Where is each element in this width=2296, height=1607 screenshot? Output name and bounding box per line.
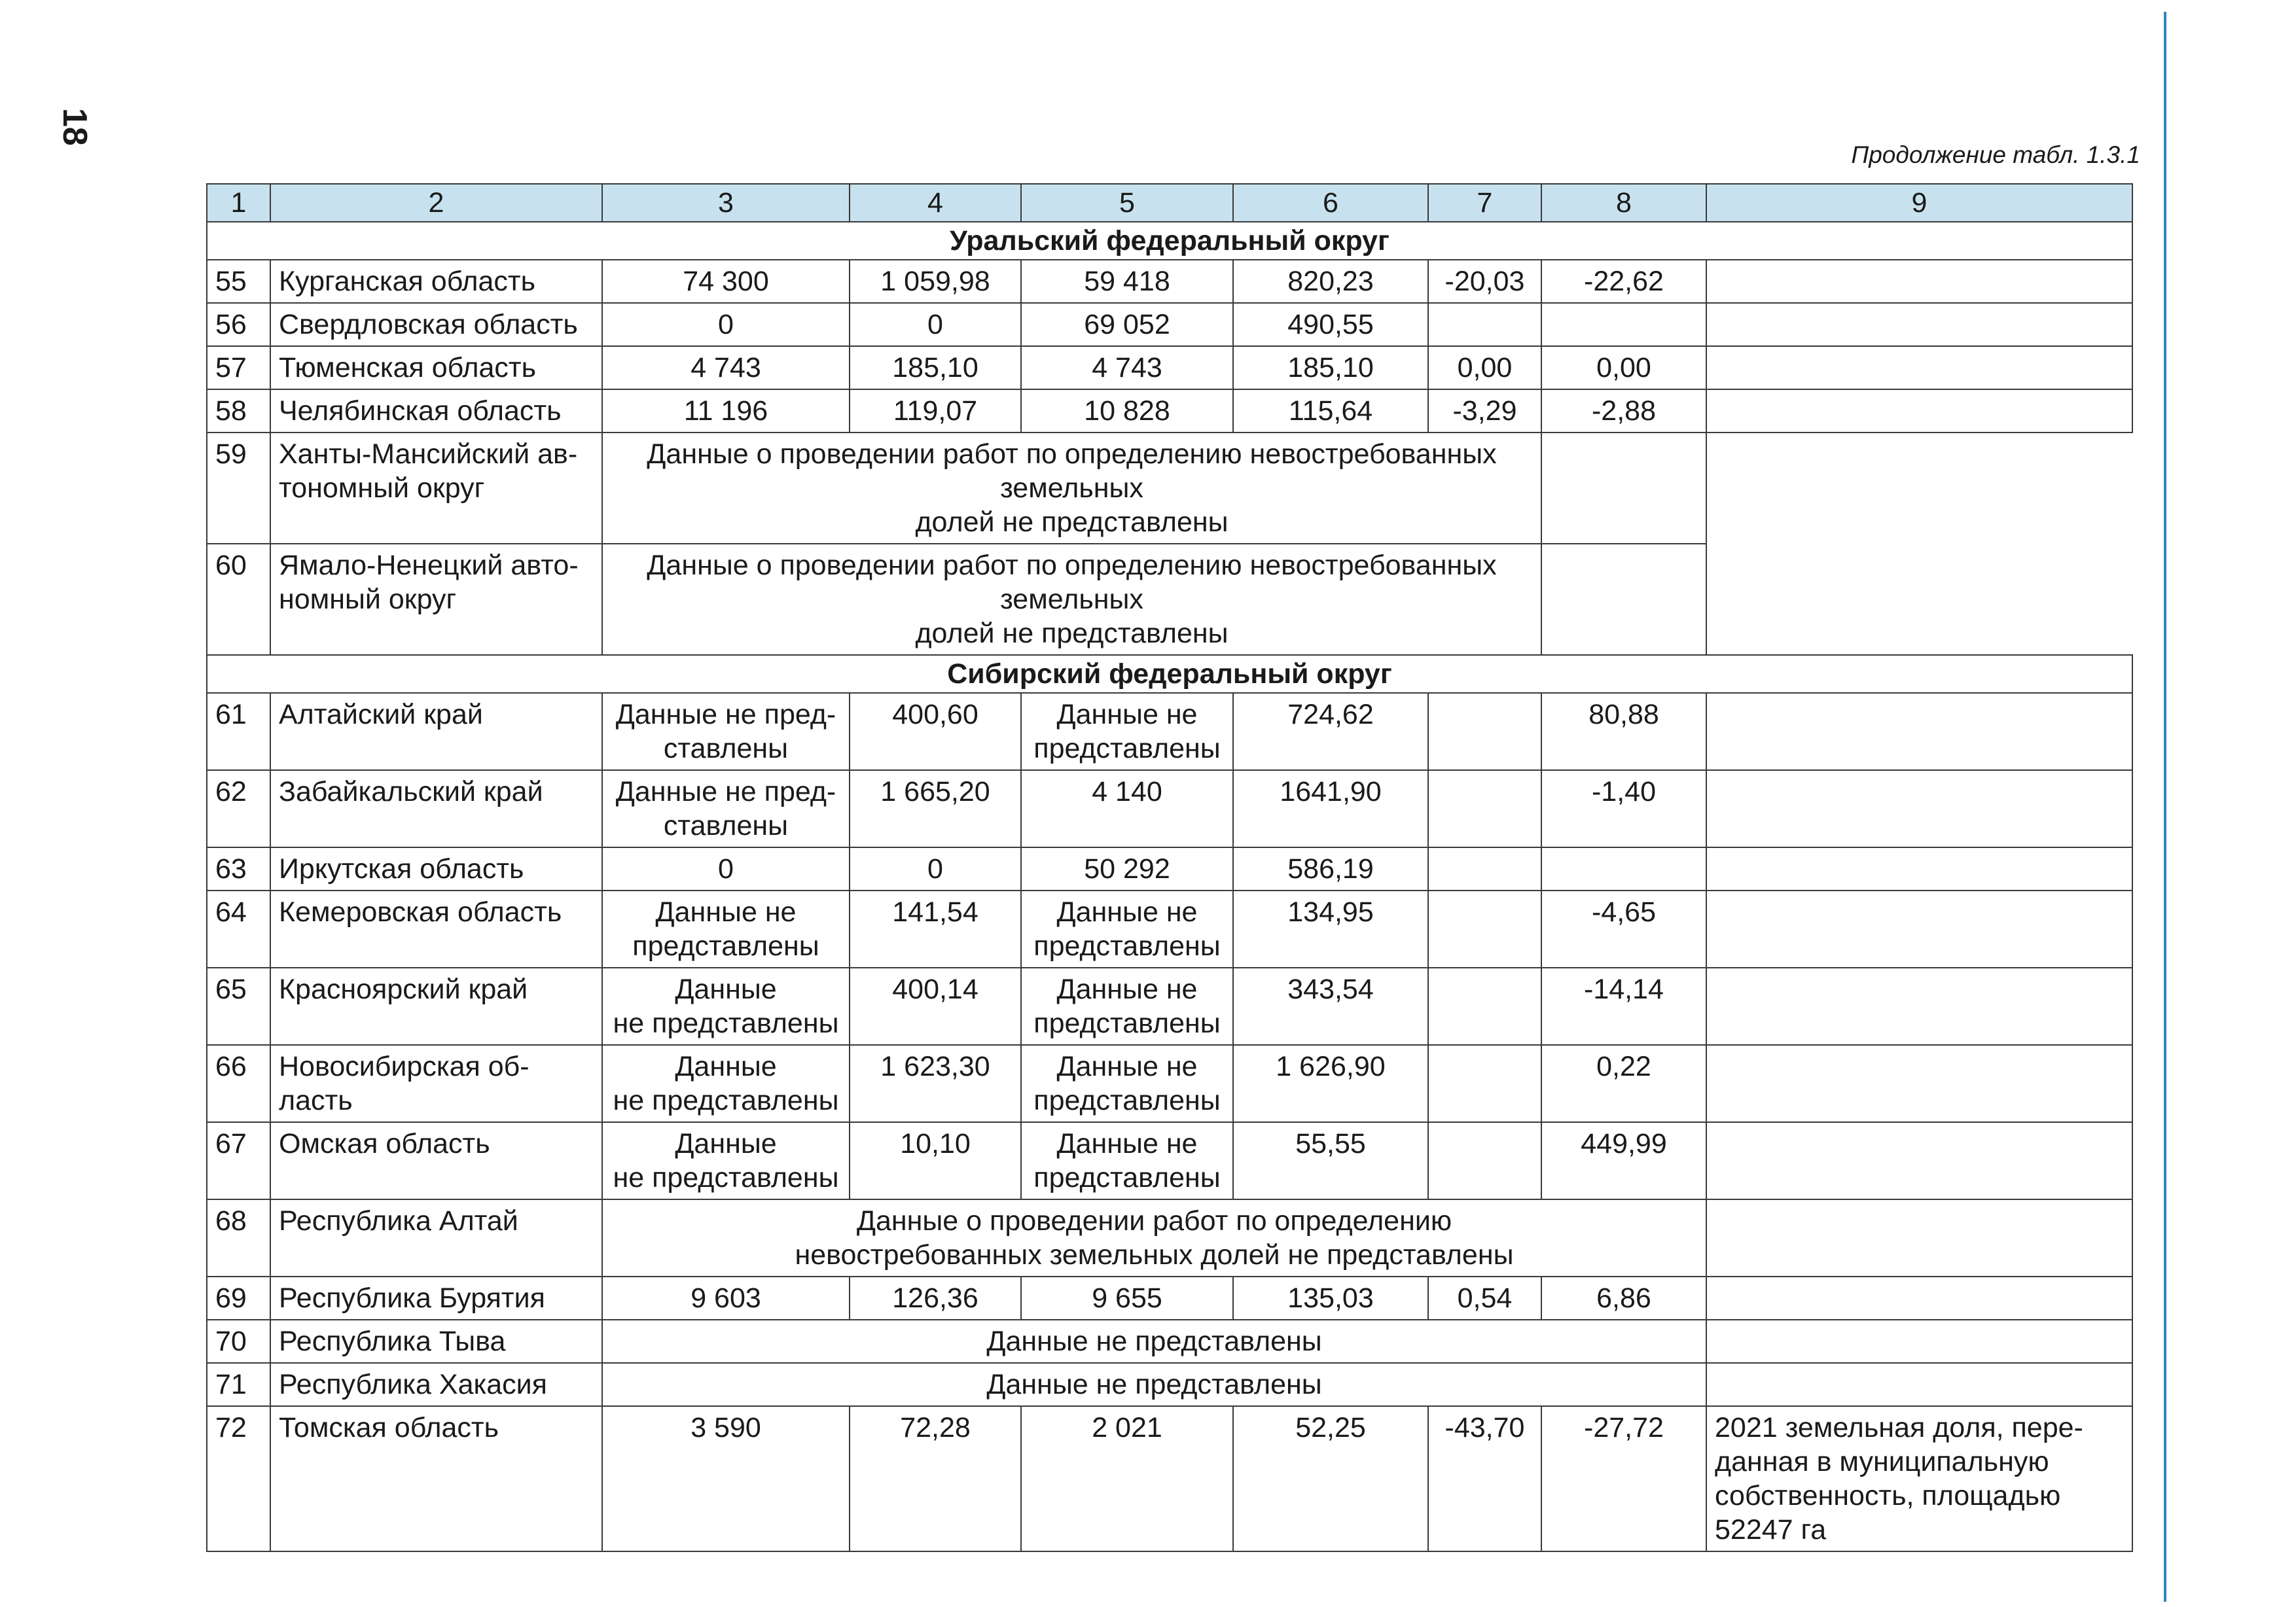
cell-col9 <box>1706 1122 2132 1199</box>
region-name: Красноярский край <box>270 968 602 1045</box>
cell-line: не представлены <box>613 1085 839 1116</box>
cell-col8: -4,65 <box>1541 891 1706 968</box>
cell-col6: 820,23 <box>1233 260 1428 303</box>
table-row <box>207 433 2132 544</box>
cell-line: представлены <box>1033 1162 1221 1193</box>
cell-col5: 4 743 <box>1021 346 1233 389</box>
region-name-line: тономный округ <box>279 472 485 504</box>
cell-col8 <box>1541 303 1706 346</box>
region-name <box>270 544 602 655</box>
cell-col3: 74 300 <box>602 260 850 303</box>
cell-col6: 724,62 <box>1233 693 1428 770</box>
region-name: Алтайский край <box>270 693 602 770</box>
cell-col7 <box>1428 693 1541 770</box>
cell-col3: 9 603 <box>602 1277 850 1320</box>
cell-col7 <box>1428 1045 1541 1122</box>
note-line: 52247 га <box>1715 1514 1827 1545</box>
cell-line: Данные <box>675 1051 777 1082</box>
row-number: 64 <box>207 891 270 968</box>
row-number: 72 <box>207 1406 270 1551</box>
cell-col6: 490,55 <box>1233 303 1428 346</box>
cell-col9 <box>1706 1320 2132 1363</box>
region-name: Свердловская область <box>270 303 602 346</box>
cell-col3 <box>602 968 850 1045</box>
cell-col7 <box>1428 303 1541 346</box>
page-number: 18 <box>56 108 94 146</box>
merged-note-cell <box>602 544 1541 655</box>
region-name: Тюменская область <box>270 346 602 389</box>
section-header-ural <box>207 222 2132 260</box>
cell-line: Данные не пред- <box>615 776 836 807</box>
table-row <box>207 847 2132 891</box>
merged-note-cell: Данные не представлены <box>602 1363 1706 1406</box>
region-name-line: Ямало-Ненецкий авто- <box>279 550 579 581</box>
column-number: 5 <box>1021 184 1233 222</box>
cell-col9 <box>1706 1363 2132 1406</box>
row-number: 58 <box>207 389 270 433</box>
table-row <box>207 770 2132 847</box>
region-name <box>270 1045 602 1122</box>
region-name: Челябинская область <box>270 389 602 433</box>
cell-col8: -2,88 <box>1541 389 1706 433</box>
cell-col6: 1641,90 <box>1233 770 1428 847</box>
cell-col5 <box>1021 1045 1233 1122</box>
table-row <box>207 1122 2132 1199</box>
cell-col3 <box>602 1122 850 1199</box>
region-name-line: ласть <box>279 1085 353 1116</box>
cell-col3: 11 196 <box>602 389 850 433</box>
cell-line: не представлены <box>613 1162 839 1193</box>
cell-col3 <box>602 693 850 770</box>
cell-line: Данные не <box>1056 896 1198 928</box>
cell-col7 <box>1428 968 1541 1045</box>
cell-col5: 50 292 <box>1021 847 1233 891</box>
row-number: 62 <box>207 770 270 847</box>
row-number: 68 <box>207 1199 270 1277</box>
merged-note-line: невостребованных земельных долей не представлены <box>795 1239 1514 1271</box>
cell-col6: 343,54 <box>1233 968 1428 1045</box>
merged-note-line: Данные о проведении работ по определению невостребованных земельных <box>647 438 1497 504</box>
cell-col7: 0,00 <box>1428 346 1541 389</box>
cell-col6: 185,10 <box>1233 346 1428 389</box>
cell-col4: 1 665,20 <box>850 770 1021 847</box>
merged-note-cell <box>602 433 1541 544</box>
table-row <box>207 693 2132 770</box>
cell-col6: 586,19 <box>1233 847 1428 891</box>
cell-line: Данные не <box>655 896 797 928</box>
cell-col8: -27,72 <box>1541 1406 1706 1551</box>
region-name: Республика Тыва <box>270 1320 602 1363</box>
cell-col7: 0,54 <box>1428 1277 1541 1320</box>
cell-col4: 400,60 <box>850 693 1021 770</box>
section-title: Сибирский федеральный округ <box>207 655 2132 693</box>
table-row <box>207 968 2132 1045</box>
region-name: Омская область <box>270 1122 602 1199</box>
note-line: данная в муниципальную <box>1715 1446 2049 1477</box>
cell-col5 <box>1021 693 1233 770</box>
region-name-line: Новосибирская об- <box>279 1051 529 1082</box>
cell-col8: -22,62 <box>1541 260 1706 303</box>
merged-note-cell <box>602 1199 1706 1277</box>
region-name: Иркутская область <box>270 847 602 891</box>
region-name: Томская область <box>270 1406 602 1551</box>
cell-col5: 4 140 <box>1021 770 1233 847</box>
land-shares-table <box>206 183 2133 1552</box>
region-name: Республика Хакасия <box>270 1363 602 1406</box>
cell-col9 <box>1541 544 1706 655</box>
cell-col3 <box>602 1045 850 1122</box>
cell-col9 <box>1706 346 2132 389</box>
column-number-row <box>207 184 2132 222</box>
table-row <box>207 1363 2132 1406</box>
cell-col9 <box>1706 389 2132 433</box>
cell-col9 <box>1706 1277 2132 1320</box>
cell-col9 <box>1706 1406 2132 1551</box>
cell-col9 <box>1706 847 2132 891</box>
row-number: 57 <box>207 346 270 389</box>
row-number: 55 <box>207 260 270 303</box>
cell-col3: 3 590 <box>602 1406 850 1551</box>
row-number: 66 <box>207 1045 270 1122</box>
cell-col9 <box>1706 1045 2132 1122</box>
cell-col8: 0,22 <box>1541 1045 1706 1122</box>
cell-col7 <box>1428 891 1541 968</box>
column-number: 7 <box>1428 184 1541 222</box>
table-row <box>207 891 2132 968</box>
row-number: 69 <box>207 1277 270 1320</box>
cell-col6: 135,03 <box>1233 1277 1428 1320</box>
cell-col5: 10 828 <box>1021 389 1233 433</box>
table-row <box>207 260 2132 303</box>
region-name: Республика Бурятия <box>270 1277 602 1320</box>
table-row <box>207 544 2132 655</box>
cell-col4: 1 059,98 <box>850 260 1021 303</box>
page-edge-rule <box>2164 12 2166 1602</box>
table-row <box>207 1320 2132 1363</box>
cell-col6: 52,25 <box>1233 1406 1428 1551</box>
cell-col6: 55,55 <box>1233 1122 1428 1199</box>
cell-col8: -14,14 <box>1541 968 1706 1045</box>
cell-line: представлены <box>632 930 819 962</box>
cell-line: Данные не <box>1056 1051 1198 1082</box>
cell-line: представлены <box>1033 1008 1221 1039</box>
cell-col8 <box>1541 847 1706 891</box>
merged-note-line: Данные о проведении работ по определению <box>856 1205 1452 1237</box>
cell-col9 <box>1706 693 2132 770</box>
cell-line: Данные не <box>1056 974 1198 1005</box>
row-number: 61 <box>207 693 270 770</box>
cell-line: представлены <box>1033 1085 1221 1116</box>
column-number: 3 <box>602 184 850 222</box>
region-name <box>270 433 602 544</box>
row-number: 59 <box>207 433 270 544</box>
cell-col8: 449,99 <box>1541 1122 1706 1199</box>
cell-col6: 115,64 <box>1233 389 1428 433</box>
cell-col9 <box>1706 770 2132 847</box>
merged-note-line: Данные о проведении работ по определению невостребованных земельных <box>647 550 1497 615</box>
cell-col8: 6,86 <box>1541 1277 1706 1320</box>
cell-col3 <box>602 770 850 847</box>
cell-col8: -1,40 <box>1541 770 1706 847</box>
merged-note-cell: Данные не представлены <box>602 1320 1706 1363</box>
cell-col5 <box>1021 968 1233 1045</box>
cell-col5: 69 052 <box>1021 303 1233 346</box>
table-row <box>207 1199 2132 1277</box>
cell-col5 <box>1021 891 1233 968</box>
row-number: 67 <box>207 1122 270 1199</box>
cell-col7 <box>1428 1122 1541 1199</box>
cell-col9 <box>1706 891 2132 968</box>
cell-line: не представлены <box>613 1008 839 1039</box>
row-number: 60 <box>207 544 270 655</box>
region-name-line: Ханты-Мансийский ав- <box>279 438 578 470</box>
cell-col4: 400,14 <box>850 968 1021 1045</box>
column-number: 8 <box>1541 184 1706 222</box>
merged-note-line: долей не представлены <box>915 618 1229 649</box>
cell-col3 <box>602 891 850 968</box>
cell-col6: 134,95 <box>1233 891 1428 968</box>
column-number: 2 <box>270 184 602 222</box>
cell-line: представлены <box>1033 733 1221 764</box>
cell-col4: 0 <box>850 303 1021 346</box>
cell-col4: 141,54 <box>850 891 1021 968</box>
cell-col9 <box>1706 968 2132 1045</box>
column-number: 9 <box>1706 184 2132 222</box>
cell-col7 <box>1428 847 1541 891</box>
cell-col9 <box>1706 303 2132 346</box>
region-name: Забайкальский край <box>270 770 602 847</box>
cell-line: Данные <box>675 1128 777 1159</box>
cell-col3: 0 <box>602 303 850 346</box>
column-number: 4 <box>850 184 1021 222</box>
cell-line: ставлены <box>663 810 789 841</box>
cell-line: Данные не <box>1056 699 1198 730</box>
table-row <box>207 303 2132 346</box>
cell-col4: 1 623,30 <box>850 1045 1021 1122</box>
cell-col8: 80,88 <box>1541 693 1706 770</box>
cell-line: Данные <box>675 974 777 1005</box>
region-name: Республика Алтай <box>270 1199 602 1277</box>
table-row <box>207 1045 2132 1122</box>
table-continuation-caption: Продолжение табл. 1.3.1 <box>1851 141 2140 168</box>
table-row <box>207 389 2132 433</box>
row-number: 65 <box>207 968 270 1045</box>
cell-col9 <box>1541 433 1706 544</box>
cell-col7: -3,29 <box>1428 389 1541 433</box>
cell-col7: -20,03 <box>1428 260 1541 303</box>
cell-col3: 4 743 <box>602 346 850 389</box>
cell-col4: 126,36 <box>850 1277 1021 1320</box>
cell-col8: 0,00 <box>1541 346 1706 389</box>
note-line: 2021 земельная доля, пере- <box>1715 1412 2083 1443</box>
cell-col9 <box>1706 1199 2132 1277</box>
merged-note-line: долей не представлены <box>915 506 1229 538</box>
cell-line: Данные не <box>1056 1128 1198 1159</box>
cell-col4: 185,10 <box>850 346 1021 389</box>
cell-line: ставлены <box>663 733 789 764</box>
row-number: 70 <box>207 1320 270 1363</box>
table-row <box>207 346 2132 389</box>
cell-col5: 2 021 <box>1021 1406 1233 1551</box>
cell-col5: 9 655 <box>1021 1277 1233 1320</box>
cell-col4: 0 <box>850 847 1021 891</box>
note-line: собственность, площадью <box>1715 1480 2061 1511</box>
table-row <box>207 1406 2132 1551</box>
column-number: 1 <box>207 184 270 222</box>
table-row <box>207 1277 2132 1320</box>
cell-col6: 1 626,90 <box>1233 1045 1428 1122</box>
cell-col4: 119,07 <box>850 389 1021 433</box>
section-title: Уральский федеральный округ <box>207 222 2132 260</box>
cell-col9 <box>1706 260 2132 303</box>
row-number: 63 <box>207 847 270 891</box>
cell-line: Данные не пред- <box>615 699 836 730</box>
cell-col5 <box>1021 1122 1233 1199</box>
cell-col4: 10,10 <box>850 1122 1021 1199</box>
row-number: 71 <box>207 1363 270 1406</box>
cell-col3: 0 <box>602 847 850 891</box>
region-name: Кемеровская область <box>270 891 602 968</box>
cell-col4: 72,28 <box>850 1406 1021 1551</box>
section-header-siberia <box>207 655 2132 693</box>
row-number: 56 <box>207 303 270 346</box>
region-name: Курганская область <box>270 260 602 303</box>
cell-col7: -43,70 <box>1428 1406 1541 1551</box>
cell-col7 <box>1428 770 1541 847</box>
cell-line: представлены <box>1033 930 1221 962</box>
region-name-line: номный округ <box>279 584 457 615</box>
cell-col5: 59 418 <box>1021 260 1233 303</box>
column-number: 6 <box>1233 184 1428 222</box>
